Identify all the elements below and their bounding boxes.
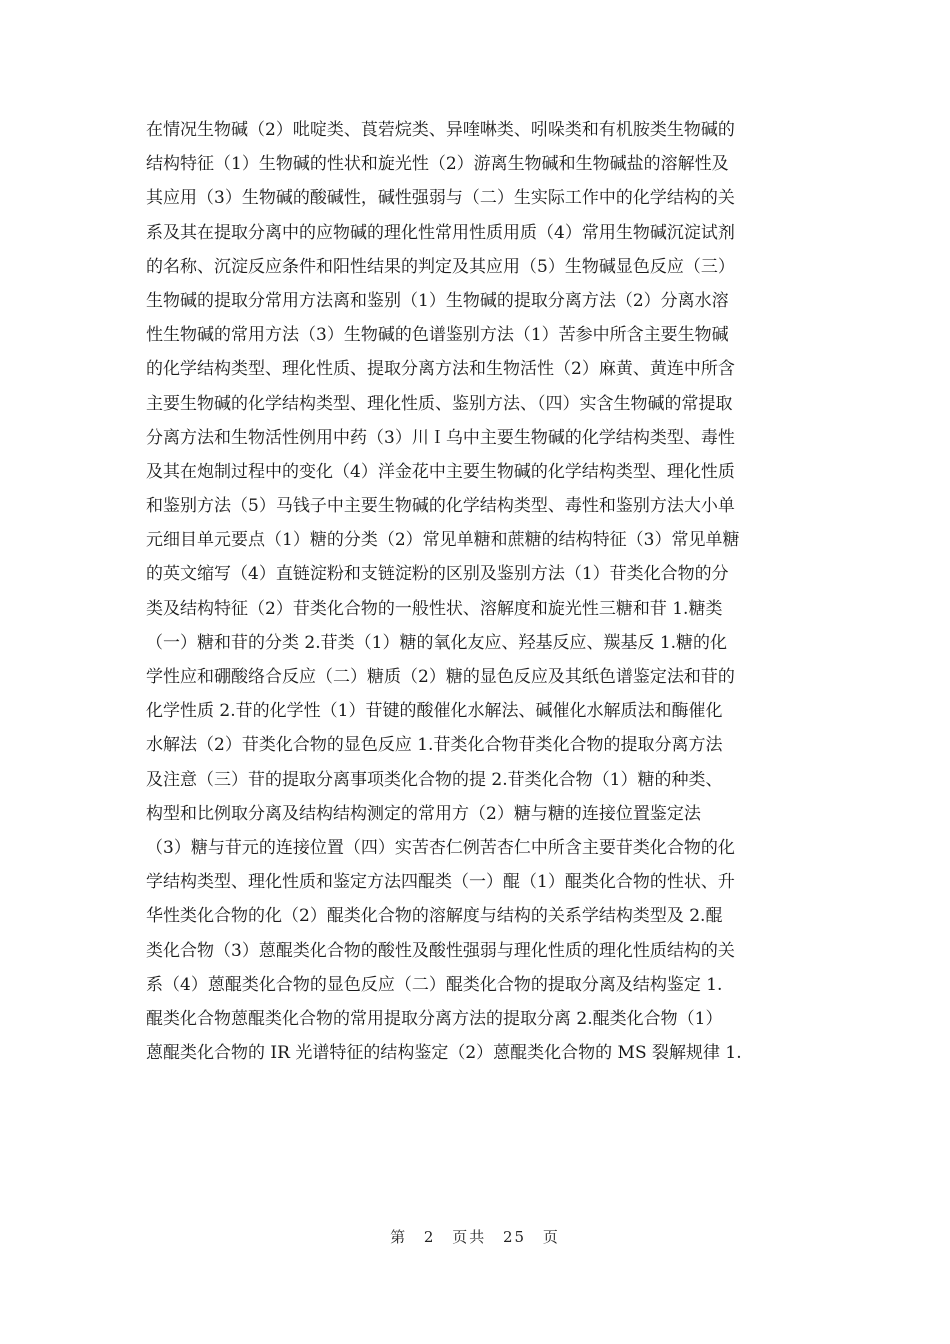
text-line: 醌类化合物蒽醌类化合物的常用提取分离方法的提取分离 2.醌类化合物（1） (146, 1008, 723, 1029)
text-line: 和鉴别方法（5）马钱子中主要生物碱的化学结构类型、毒性和鉴别方法大小单 (146, 496, 735, 517)
text-line: 及其在炮制过程中的变化（4）洋金花中主要生物碱的化学结构类型、理化性质 (146, 461, 735, 482)
text-line: 在情况生物碱（2）吡啶类、莨菪烷类、异喹啉类、吲哚类和有机胺类生物碱的 (146, 120, 735, 140)
text-line: 元细目单元要点（1）糖的分类（2）常见单糖和蔗糖的结构特征（3）常见单糖 (146, 530, 740, 551)
text-line: 水解法（2）苷类化合物的显色反应 1.苷类化合物苷类化合物的提取分离方法 (146, 735, 723, 756)
text-line: 化学性质 2.苷的化学性（1）苷键的酸催化水解法、碱催化水解质法和酶催化 (146, 701, 723, 722)
text-line: 系及其在提取分离中的应物碱的理化性常用性质用质（4）常用生物碱沉淀试剂 (146, 222, 735, 243)
text-line: 主要生物碱的化学结构类型、理化性质、鉴别方法、（四）实含生物碱的常提取 (146, 393, 733, 414)
text-line: 性生物碱的常用方法（3）生物碱的色谱鉴别方法（1）苦参中所含主要生物碱 (146, 325, 729, 346)
text-line: 及注意（三）苷的提取分离事项类化合物的提 2.苷类化合物（1）糖的种类、 (146, 769, 723, 790)
text-line: 其应用（3）生物碱的酸碱性，碱性强弱与（二）生实际工作中的化学结构的关 (146, 188, 735, 209)
text-line: 类及结构特征（2）苷类化合物的一般性状、溶解度和旋光性三糖和苷 1.糖类 (146, 598, 723, 619)
text-line: 蒽醌类化合物的 IR 光谱特征的结构鉴定（2）蒽醌类化合物的 MS 裂解规律 1. (146, 1043, 742, 1064)
text-line: 结构特征（1）生物碱的性状和旋光性（2）游离生物碱和生物碱盐的溶解性及 (146, 154, 729, 175)
text-line: 的名称、沉淀反应条件和阳性结果的判定及其应用（5）生物碱显色反应（三） (146, 256, 735, 277)
text-line: 的化学结构类型、理化性质、提取分离方法和生物活性（2）麻黄、黄连中所含 (146, 359, 735, 380)
text-line: （3）糖与苷元的连接位置（四）实苦杏仁例苦杏仁中所含主要苷类化合物的化 (146, 837, 735, 858)
text-line: 类化合物（3）蒽醌类化合物的酸性及酸性强弱与理化性质的理化性质结构的关 (146, 940, 735, 961)
body-text (146, 113, 808, 1070)
text-line: 的英文缩写（4）直链淀粉和支链淀粉的区别及鉴别方法（1）苷类化合物的分 (146, 564, 729, 585)
text-line: 学性应和硼酸络合反应（二）糖质（2）糖的显色反应及其纸色谱鉴定法和苷的 (146, 667, 735, 687)
text-line: 系（4）蒽醌类化合物的显色反应（二）醌类化合物的提取分离及结构鉴定 1. (146, 974, 723, 995)
text-line: 生物碱的提取分常用方法离和鉴别（1）生物碱的提取分离方法（2）分离水溶 (146, 290, 729, 311)
text-line: 构型和比例取分离及结构结构测定的常用方（2）糖与糖的连接位置鉴定法 (146, 803, 701, 824)
text-line: 分离方法和生物活性例用中药（3）川Ｉ乌中主要生物碱的化学结构类型、毒性 (146, 427, 735, 448)
text-line: 华性类化合物的化（2）醌类化合物的溶解度与结构的关系学结构类型及 2.醌 (146, 906, 723, 927)
text-line: （一）糖和苷的分类 2.苷类（1）糖的氧化友应、羟基反应、羰基反 1.糖的化 (146, 632, 728, 653)
text-line: 学结构类型、理化性质和鉴定方法四醌类（一）醌（1）醌类化合物的性状、升 (146, 872, 735, 893)
page-footer: 第 2 页共 25 页 (390, 1228, 560, 1246)
